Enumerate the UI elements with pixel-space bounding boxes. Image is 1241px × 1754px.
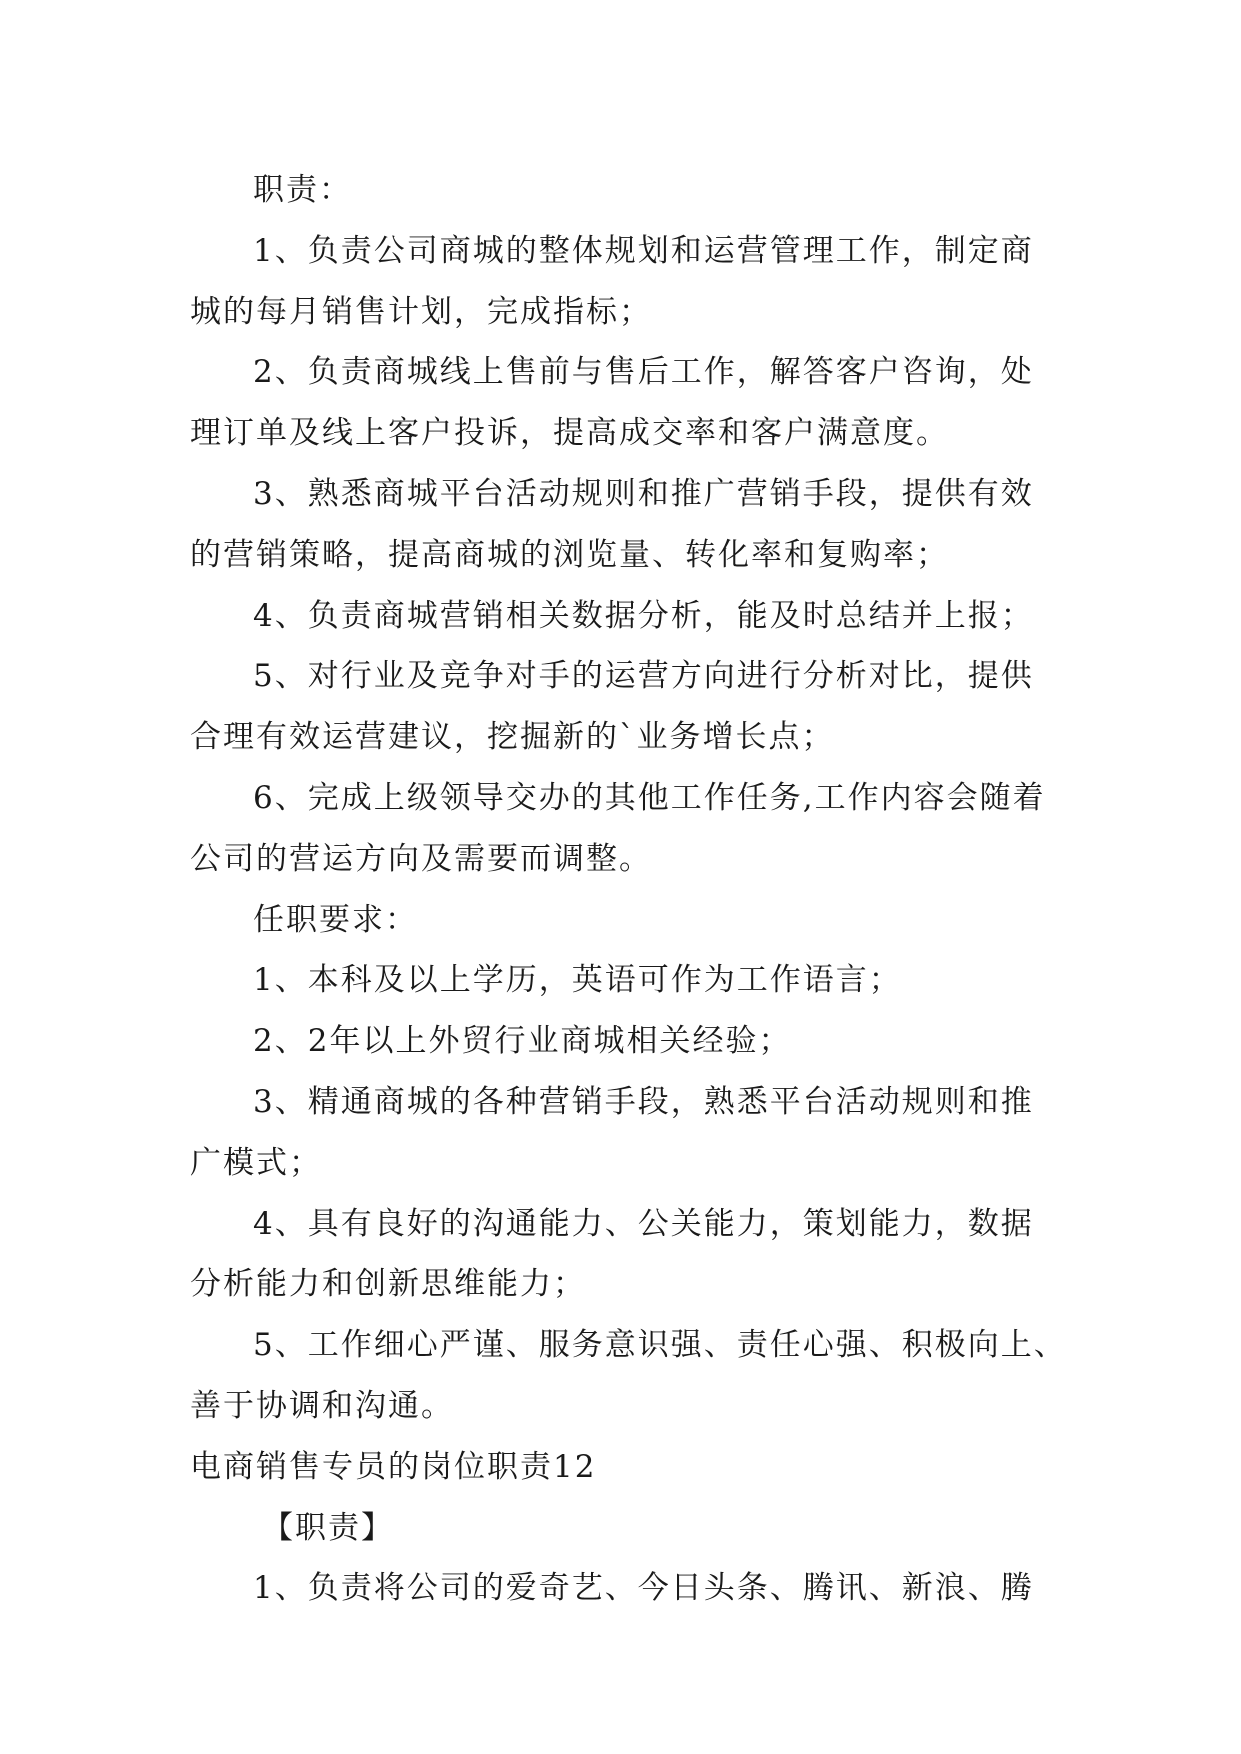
duty-item-1-second: 1、负责将公司的爱奇艺、今日头条、腾讯、新浪、腾 — [253, 1570, 1034, 1607]
section-heading-requirements: 任职要求： — [253, 901, 418, 938]
requirement-item-2: 2、2年以上外贸行业商城相关经验； — [253, 1023, 792, 1060]
document-body — [190, 160, 1067, 1619]
duty-item-5-cont: 合理有效运营建议，挖掘新的`业务增长点； — [190, 719, 835, 756]
duty-item-4: 4、负责商城营销相关数据分析，能及时总结并上报； — [253, 597, 1034, 634]
duty-item-5: 5、对行业及竞争对手的运营方向进行分析对比，提供 — [253, 658, 1034, 695]
requirement-item-1: 1、本科及以上学历，英语可作为工作语言； — [253, 962, 902, 999]
requirement-item-4: 4、具有良好的沟通能力、公关能力，策划能力，数据 — [253, 1205, 1034, 1242]
requirement-item-3: 3、精通商城的各种营销手段，熟悉平台活动规则和推 — [253, 1083, 1034, 1120]
requirement-item-5: 5、工作细心严谨、服务意识强、责任心强、积极向上、 — [253, 1327, 1067, 1364]
requirement-item-5-cont: 善于协调和沟通。 — [190, 1387, 454, 1424]
duty-item-2-cont: 理订单及线上客户投诉，提高成交率和客户满意度。 — [190, 415, 949, 452]
duty-item-1-cont: 城的每月销售计划，完成指标； — [190, 293, 652, 330]
duty-item-3-cont: 的营销策略，提高商城的浏览量、转化率和复购率； — [190, 536, 949, 573]
requirement-item-4-cont: 分析能力和创新思维能力； — [190, 1266, 586, 1303]
section-heading-duties: 职责： — [253, 172, 352, 208]
duty-item-6-cont: 公司的营运方向及需要而调整。 — [190, 840, 652, 877]
duty-item-2: 2、负责商城线上售前与售后工作，解答客户咨询，处 — [253, 354, 1034, 391]
duty-item-3: 3、熟悉商城平台活动规则和推广营销手段，提供有效 — [253, 475, 1034, 512]
duty-item-1: 1、负责公司商城的整体规划和运营管理工作，制定商 — [253, 232, 1034, 269]
requirement-item-3-cont: 广模式； — [190, 1144, 322, 1181]
section-heading-duties-bracketed: 【职责】 — [262, 1509, 394, 1546]
article-title: 电商销售专员的岗位职责12 — [190, 1448, 597, 1485]
duty-item-6: 6、完成上级领导交办的其他工作任务,工作内容会随着 — [253, 779, 1046, 816]
